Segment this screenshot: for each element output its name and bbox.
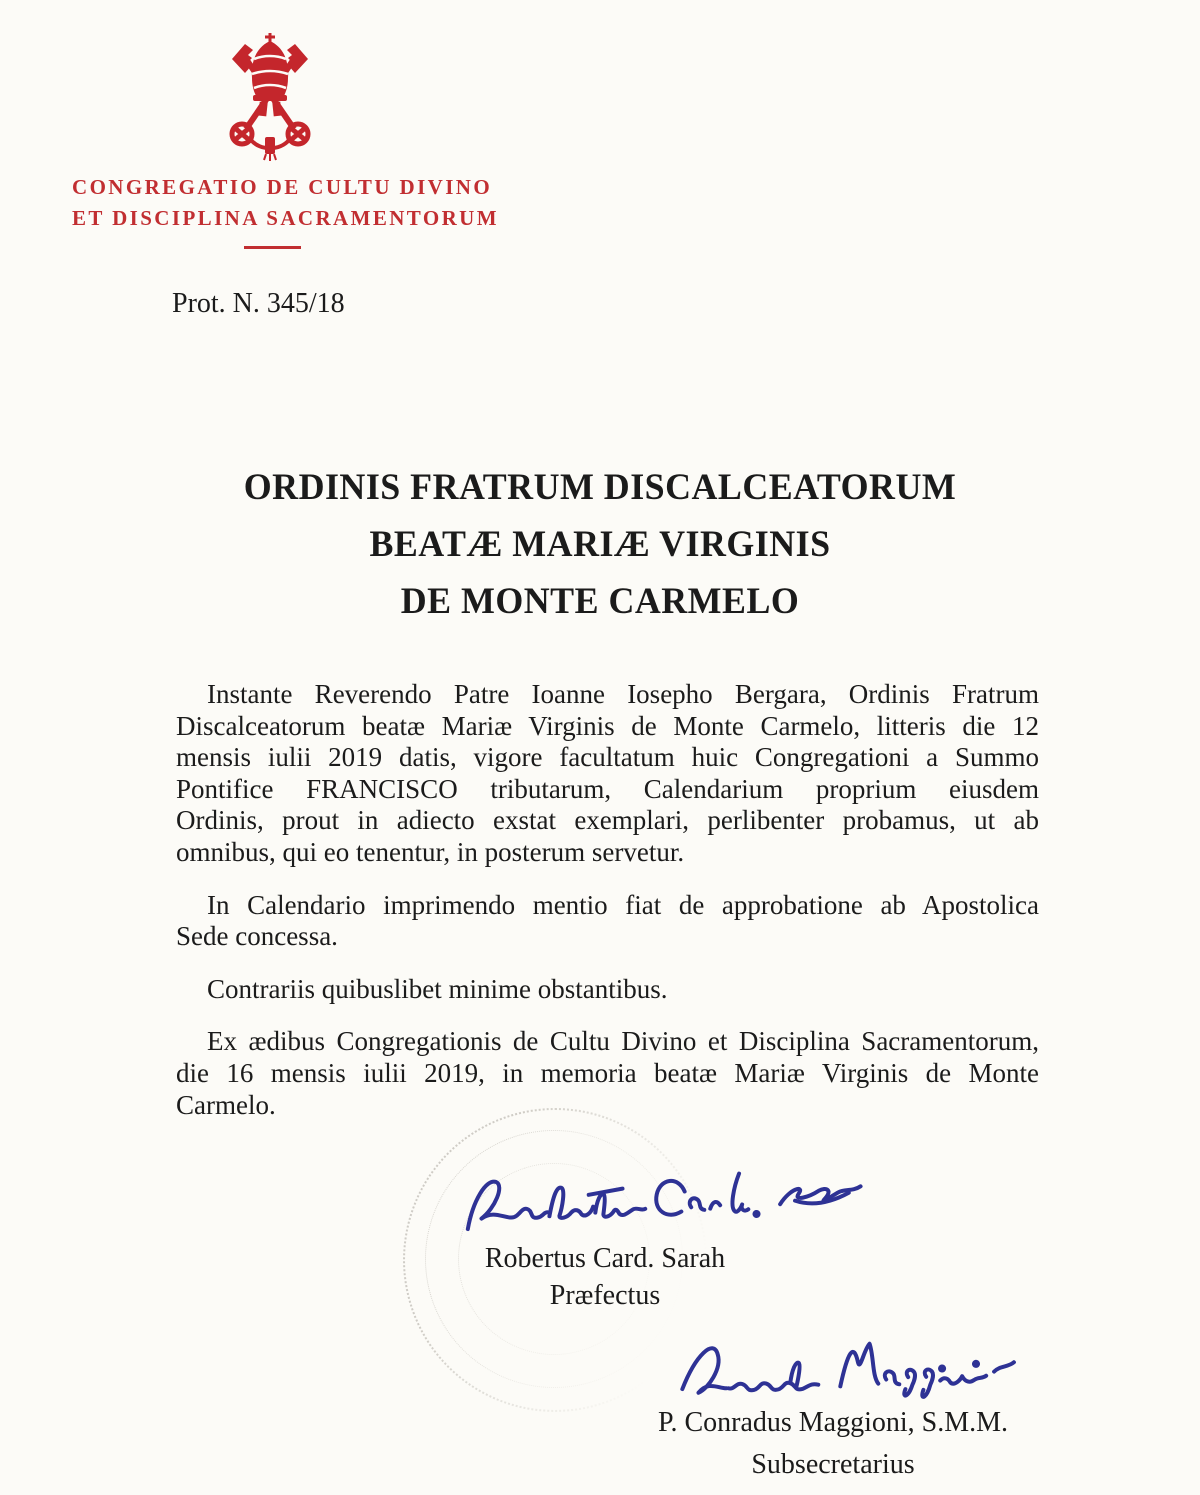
body-line: mensis iulii 2019 datis, vigore facultatum huic Congregationi a Summo	[176, 742, 1039, 773]
body-line: Discalceatorum beatæ Mariæ Virginis de Monte Carmelo, litteris die 12	[176, 710, 1039, 741]
body-line: Carmelo.	[176, 1089, 276, 1120]
congregation-letterhead	[72, 172, 499, 234]
subsecretary-name: P. Conradus Maggioni, S.M.M.	[657, 1407, 1009, 1438]
title-line: ORDINIS FRATRUM DISCALCEATORUM	[243, 467, 957, 508]
title-line: BEATÆ MARIÆ VIRGINIS	[369, 524, 831, 565]
decree-body	[176, 679, 1039, 1142]
body-line: Ex ædibus Congregationis de Cultu Divino et Disciplina Sacramentorum,	[207, 1026, 1039, 1057]
congregation-name-line1: CONGREGATIO DE CULTU DIVINO	[72, 175, 493, 199]
body-line: die 16 mensis iulii 2019, in memoria beatæ Mariæ Virginis de Monte	[176, 1057, 1039, 1088]
paragraph	[176, 890, 1039, 953]
body-line: Pontifice FRANCISCO tributarum, Calendarium proprium eiusdem	[176, 773, 1039, 804]
body-line: Ordinis, prout in adiecto exstat exemplari, perlibenter probamus, ut ab	[176, 805, 1039, 836]
body-line: Contrariis quibuslibet minime obstantibus.	[207, 973, 668, 1004]
body-line: Sede concessa.	[176, 921, 338, 952]
paragraph	[176, 974, 1039, 1006]
prefect-signature-block	[430, 1240, 780, 1314]
body-line: omnibus, qui eo tenentur, in posterum servetur.	[176, 836, 685, 867]
subsecretary-signature-ink	[671, 1325, 1042, 1411]
body-line: In Calendario imprimendo mentio fiat de approbatione ab Apostolica	[207, 889, 1039, 920]
paragraph	[176, 679, 1039, 869]
prefect-name: Robertus Card. Sarah	[484, 1243, 726, 1274]
subsecretary-title: Subsecretarius	[751, 1449, 915, 1480]
letterhead-rule	[244, 246, 301, 249]
subsecretary-signature-block	[648, 1402, 1018, 1486]
protocol-number: Prot. N. 345/18	[172, 288, 345, 319]
vatican-emblem-icon	[222, 33, 318, 161]
prefect-title: Præfectus	[549, 1280, 661, 1311]
body-line: Instante Reverendo Patre Ioanne Iosepho Bergara, Ordinis Fratrum	[207, 679, 1039, 709]
congregation-name-line2: ET DISCIPLINA SACRAMENTORUM	[72, 206, 499, 230]
document-title	[18, 459, 1182, 630]
title-line: DE MONTE CARMELO	[400, 581, 800, 622]
